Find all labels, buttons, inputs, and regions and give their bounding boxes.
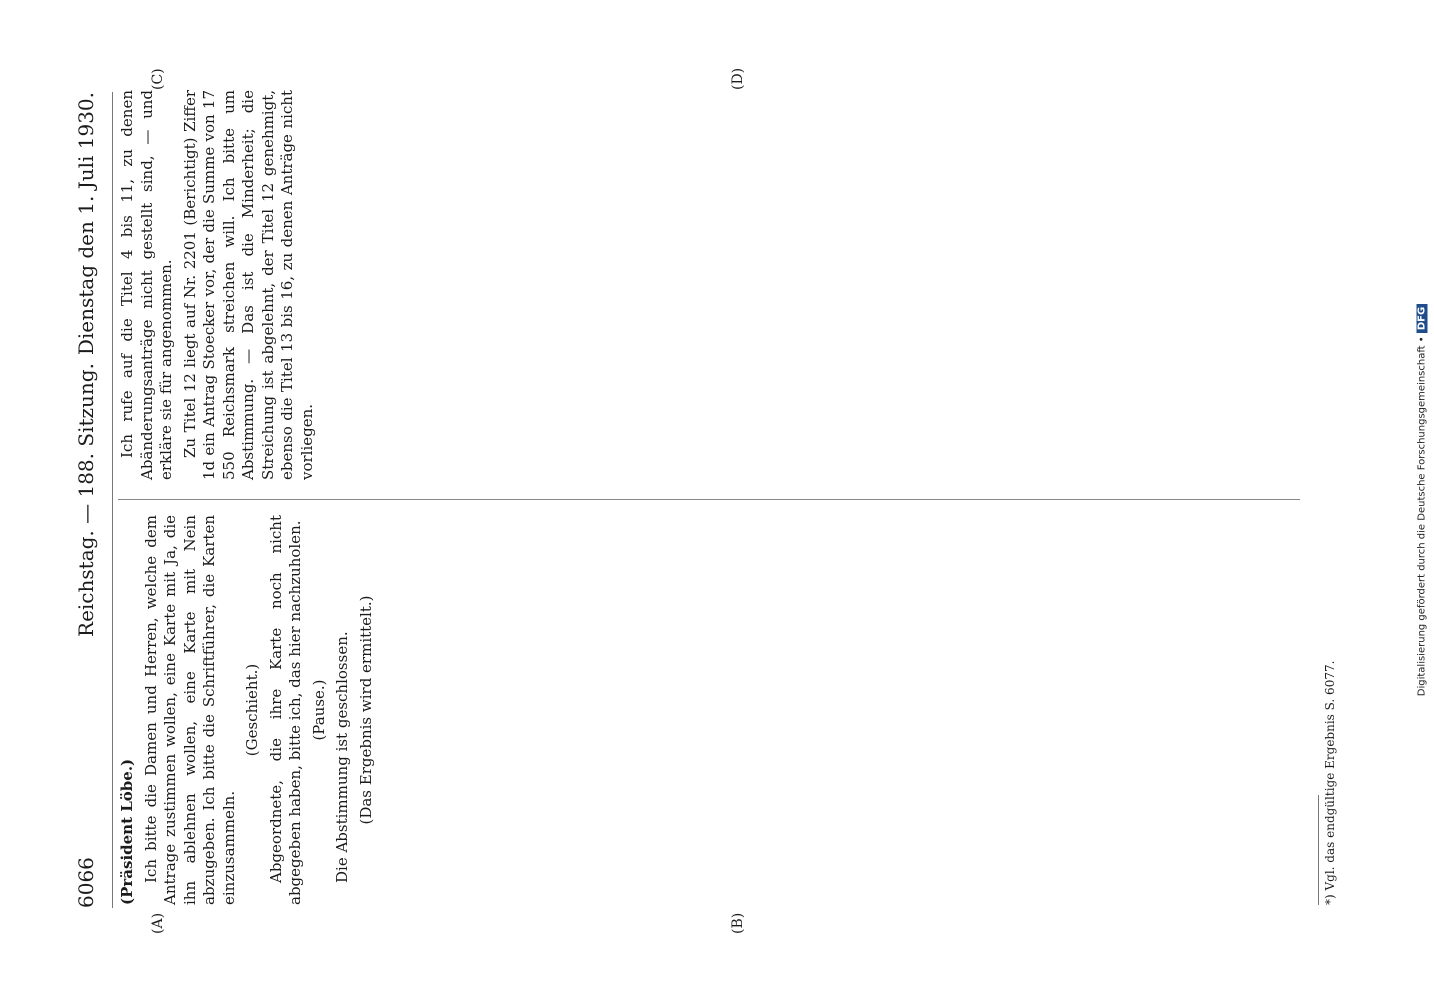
session-date: Dienstag den 1. Juli 1930. [74,92,98,356]
paragraph: Die Abstimmung ist geschlossen. [333,631,351,883]
column-divider [118,499,1300,500]
left-column [118,515,380,905]
paragraph: Abgeordnete, die ihre Karte noch nicht abgegeben haben, bitte ich, das hier nachzuholen. [266,515,304,905]
header-rule [112,92,113,908]
paragraph: Ich bitte die Damen und Herren, welche dem Antrage zustimmen wollen, eine Karte mit Ja, die ihn ablehnen wollen, eine Karte mit Nein abzugeben. Ich bitte die Schriftführer, die Karten einzusammeln. [141,515,238,905]
stage-direction: (Das Ergebnis wird ermittelt.) [356,595,375,825]
speaker-name: (Präsident Löbe.) [118,758,136,905]
stage-direction: (Pause.) [309,679,328,741]
right-column [118,90,321,480]
margin-marker-a: (A) [150,912,166,934]
footnote: *) Vgl. das endgültige Ergebnis S. 6077. [1323,660,1337,905]
footnote-rule [1318,795,1319,905]
page-number: 6066 [74,857,98,908]
sidebar-credit [1417,50,1428,950]
credit-text: Digitalisierung gefördert durch die Deutsche Forschungsgemeinschaft • [1416,336,1428,697]
running-header [68,92,108,908]
margin-marker-d: (D) [730,67,746,90]
paragraph: Zu Titel 12 liegt auf Nr. 2201 (Berichtigt) Ziffer 1d ein Antrag Stoecker vor, der die Summe von 17 550 Reichsmark streichen will. Ich bitte um Abstimmung. — Das ist die Minderheit; die Streichung ist abgelehnt, der Titel 12 genehmigt, ebenso die Titel 13 bis 16, zu denen Anträge nicht vorliegen. [180,90,316,480]
stage-direction: (Geschieht.) [243,663,261,757]
dfg-logo: DFG [1417,304,1428,333]
session-title: Reichstag. — 188. Sitzung. [74,363,98,637]
paragraph: Ich rufe auf die Titel 4 bis 11, zu denen Abänderungsanträge nicht gestellt sind, — und erkläre sie für angenommen. [118,90,175,480]
margin-marker-b: (B) [730,912,746,934]
margin-marker-c: (C) [150,68,166,90]
